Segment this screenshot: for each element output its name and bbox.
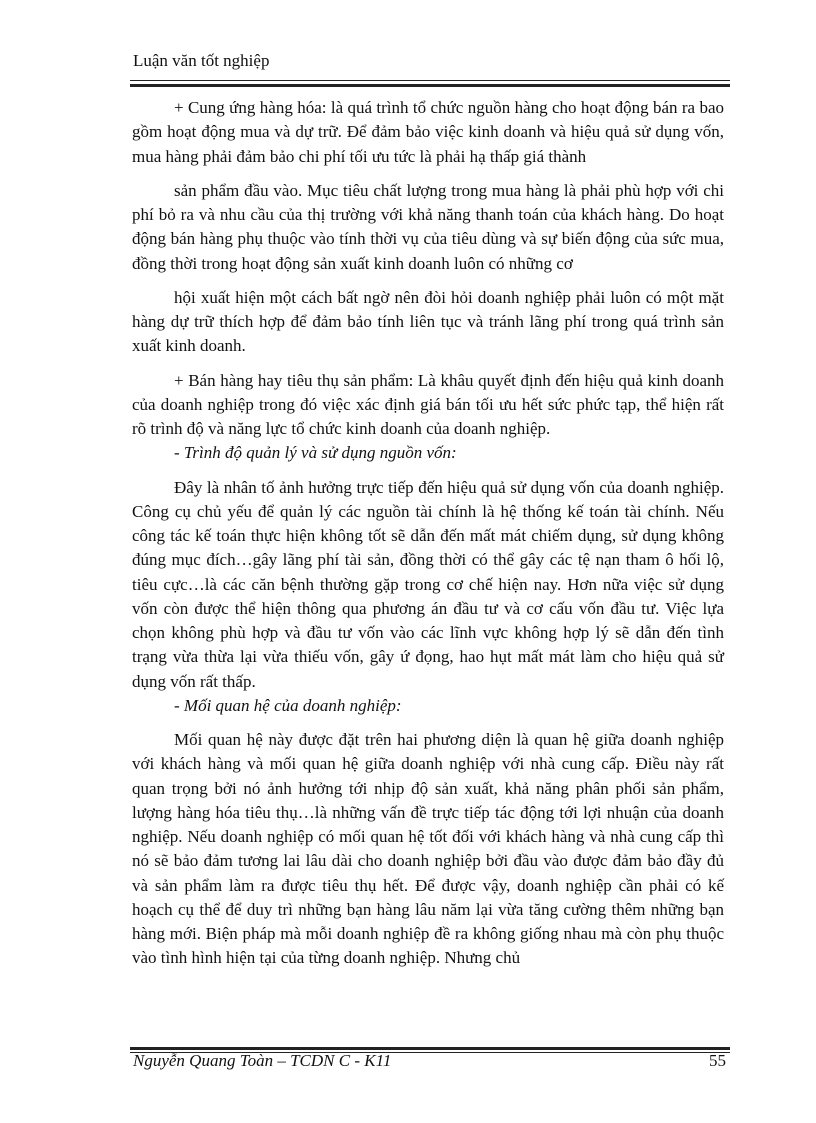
- body-text: [132, 96, 724, 971]
- section-heading-management: - Trình độ quản lý và sử dụng nguồn vốn:: [174, 443, 457, 463]
- paragraph-relationships: Mối quan hệ này được đặt trên hai phương diện là quan hệ giữa doanh nghiệp với khách hàng và mối quan hệ giữa doanh nghiệp với nhà cung cấp. Điều này rất quan trọng bởi nó ảnh hưởng tới nhịp độ sản xuất, khả năng phân phối sản phẩm, lượng hàng hóa tiêu thụ…là những vấn đề trực tiếp tác động tới lợi nhuận của doanh nghiệp. Nếu doanh nghiệp có mối quan hệ tốt đối với khách hàng và nhà cung cấp thì nó sẽ bảo đảm tương lai lâu dài cho doanh nghiệp bởi đầu vào được đảm bảo đầy đủ và sản phẩm làm ra được tiêu thụ hết. Để được vậy, doanh nghiệp cần phải có kế hoạch cụ thể để duy trì những bạn hàng lâu năm lại vừa tăng cường thêm những bạn hàng mới. Biện pháp mà mỗi doanh nghiệp đề ra không giống nhau mà còn phụ thuộc vào tình hình hiện tại của từng doanh nghiệp. Nhưng chủ: [132, 730, 724, 968]
- header-divider-thin: [130, 80, 730, 81]
- paragraph-sales: + Bán hàng hay tiêu thụ sản phẩm: Là khâu quyết định đến hiệu quả kinh doanh của doanh nghiệp trong đó việc xác định giá bán tối ưu hết sức phức tạp, thể hiện rất rõ trình độ và năng lực tổ chức kinh doanh của doanh nghiệp.: [132, 370, 724, 438]
- page-number: 55: [709, 1051, 726, 1070]
- running-header-title: Luận văn tốt nghiệp: [133, 51, 270, 70]
- footer-author: Nguyễn Quang Toàn – TCDN C - K11: [133, 1051, 392, 1070]
- header-divider-thick: [130, 84, 730, 87]
- paragraph-management: Đây là nhân tố ảnh hưởng trực tiếp đến hiệu quả sử dụng vốn của doanh nghiệp. Công cụ chủ yếu để quản lý các nguồn tài chính là hệ thống kế toán tài chính. Nếu công tác kế toán thực hiện không tốt sẽ dẫn đến mất mát chiếm dụng, sử dụng không đúng mục đích…gây lãng phí tài sản, đồng thời có thể gây các tệ nạn tham ô hối lộ, tiêu cực…là các căn bệnh thường gặp trong cơ chế hiện nay. Hơn nữa việc sử dụng vốn còn được thể hiện thông qua phương án đầu tư và cơ cấu vốn đầu tư. Việc lựa chọn không phù hợp và đầu tư vốn vào các lĩnh vực không hợp lý sẽ dẫn đến tình trạng vừa thừa lại vừa thiếu vốn, gây ứ đọng, hao hụt mất mát làm cho hiệu quả sử dụng vốn rất thấp.: [132, 477, 724, 691]
- section-heading-relationships: - Mối quan hệ của doanh nghiệp:: [174, 695, 402, 715]
- paragraph-supply: + Cung ứng hàng hóa: là quá trình tổ chức nguồn hàng cho hoạt động bán ra bao gồm hoạt động mua và dự trữ. Để đảm bảo việc kinh doanh và hiệu quả sử dụng vốn, mua hàng phải đảm bảo chi phí tối ưu tức là phải hạ thấp giá thành: [132, 98, 724, 166]
- paragraph-input-products: sản phẩm đầu vào. Mục tiêu chất lượng trong mua hàng là phải phù hợp với chi phí bỏ ra và nhu cầu của thị trường với khả năng thanh toán của khách hàng. Do hoạt động bán hàng phụ thuộc vào tính thời vụ của tiêu dùng và sự biến động của sức mua, đồng thời trong hoạt động sản xuất kinh doanh luôn có những cơ: [132, 180, 724, 273]
- paragraph-reserve-goods: hội xuất hiện một cách bất ngờ nên đòi hỏi doanh nghiệp phải luôn có một mặt hàng dự trữ thích hợp để đảm bảo tính liên tục và tránh lãng phí trong quá trình sản xuất kinh doanh.: [132, 287, 724, 356]
